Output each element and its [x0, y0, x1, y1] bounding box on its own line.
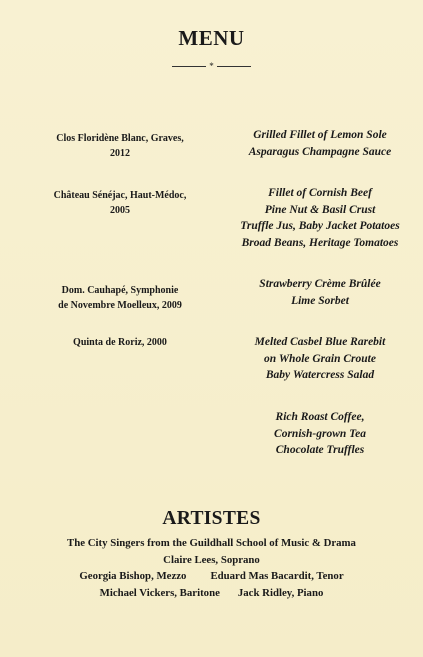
dish-line: Melted Casbel Blue Rarebit	[254, 336, 386, 348]
dish	[222, 276, 418, 309]
wine-pairing	[30, 188, 210, 218]
performer-pair	[0, 585, 423, 602]
menu-title: MENU	[178, 26, 245, 50]
performer: Claire Lees, Soprano	[163, 553, 260, 566]
wine-pairing	[30, 283, 210, 313]
star-icon: *	[209, 61, 214, 71]
dish-line: Lime Sorbet	[291, 294, 349, 307]
dish-line: Fillet of Cornish Beef	[268, 187, 372, 199]
dish	[222, 127, 418, 160]
dish-line: Strawberry Crème Brûlée	[259, 278, 381, 290]
divider-line-right	[217, 66, 251, 67]
dish-line: Rich Roast Coffee,	[275, 411, 365, 423]
wine-line: 2012	[110, 148, 130, 159]
wine-line: Quinta de Roriz, 2000	[73, 337, 167, 348]
wine-line: Clos Floridène Blanc, Graves,	[56, 133, 184, 144]
dish	[222, 334, 418, 384]
wine-line: 2005	[110, 205, 130, 216]
wine-pairing	[30, 131, 210, 161]
dish	[222, 409, 418, 459]
dish-line: Cornish-grown Tea	[274, 427, 366, 440]
artistes-title: ARTISTES	[162, 508, 261, 529]
divider-line-left	[172, 66, 206, 67]
dish-line: Pine Nut & Basil Crust	[264, 203, 376, 216]
ensemble-name: The City Singers from the Guildhall School of Music & Drama	[67, 537, 356, 549]
wine-line: Château Sénéjac, Haut-Médoc,	[53, 190, 187, 201]
performer: Georgia Bishop, Mezzo	[79, 570, 187, 582]
dish-line: Chocolate Truffles	[275, 444, 365, 456]
performer: Eduard Mas Bacardit, Tenor	[210, 570, 344, 582]
dish-line: Truffle Jus, Baby Jacket Potatoes	[240, 220, 400, 232]
dish-line: Asparagus Champagne Sauce	[248, 145, 392, 158]
performer-pair	[0, 568, 423, 585]
wine-line: de Novembre Moelleux, 2009	[58, 300, 182, 311]
performer: Michael Vickers, Baritone	[99, 586, 220, 599]
dish-line: on Whole Grain Croute	[264, 352, 376, 365]
performer: Jack Ridley, Piano	[237, 586, 324, 599]
dish	[222, 185, 418, 251]
dish-line: Grilled Fillet of Lemon Sole	[253, 129, 387, 141]
dish-line: Broad Beans, Heritage Tomatoes	[241, 236, 399, 249]
wine-pairing	[30, 335, 210, 350]
performers-list	[0, 535, 423, 601]
divider-ornament	[0, 62, 423, 71]
dish-line: Baby Watercress Salad	[265, 369, 375, 381]
wine-line: Dom. Cauhapé, Symphonie	[61, 285, 179, 296]
